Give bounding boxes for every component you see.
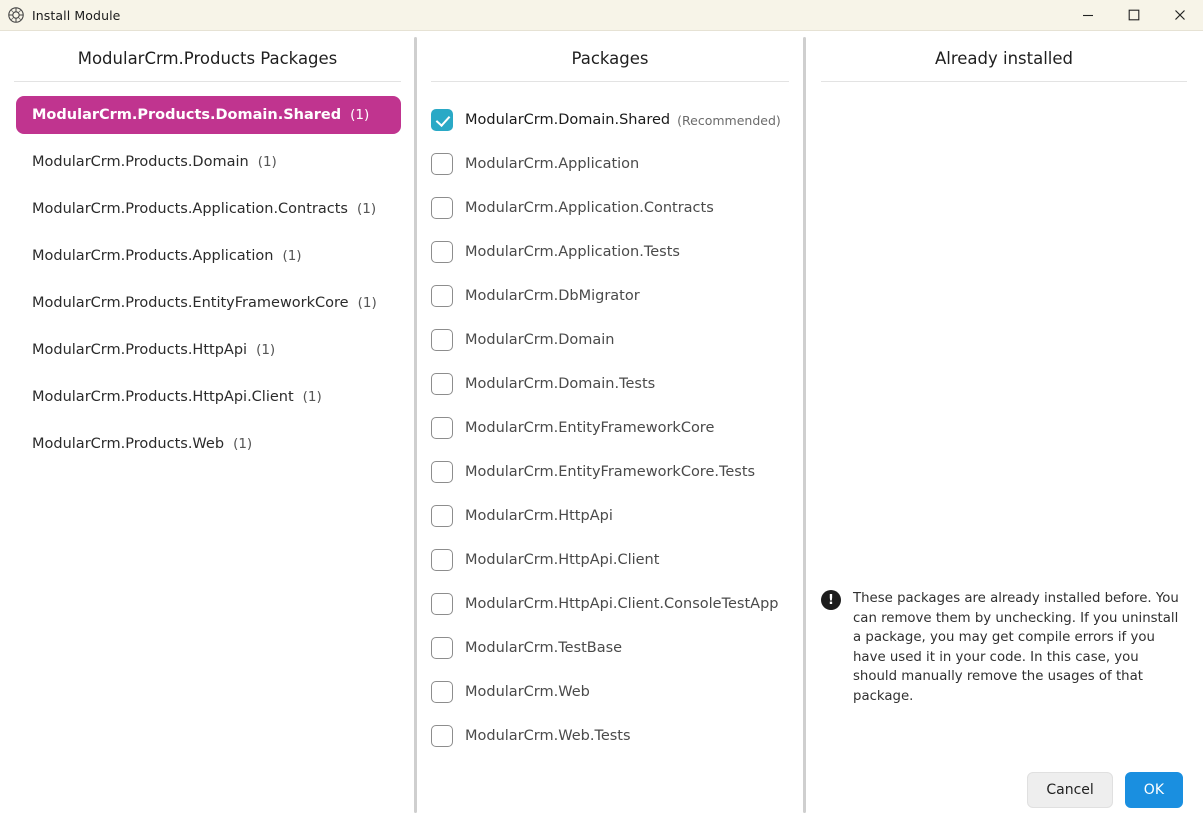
package-row[interactable] — [431, 406, 795, 450]
package-checkbox[interactable] — [431, 725, 453, 747]
list-item-count: (1) — [256, 342, 276, 358]
package-checkbox[interactable] — [431, 593, 453, 615]
list-item[interactable] — [16, 284, 401, 322]
package-row[interactable] — [431, 670, 795, 714]
package-label: ModularCrm.Web — [465, 684, 590, 700]
title-bar — [0, 0, 1203, 31]
package-checkbox[interactable] — [431, 329, 453, 351]
package-row[interactable] — [431, 98, 795, 142]
package-checkbox[interactable] — [431, 417, 453, 439]
package-label: ModularCrm.EntityFrameworkCore — [465, 420, 715, 436]
package-label: ModularCrm.Application.Contracts — [465, 200, 714, 216]
list-item-count: (1) — [357, 201, 377, 217]
already-installed-list — [805, 82, 1203, 758]
package-row[interactable] — [431, 362, 795, 406]
package-checkbox[interactable] — [431, 241, 453, 263]
already-installed-header: Already installed — [821, 37, 1187, 82]
list-item[interactable] — [16, 425, 401, 463]
abp-logo-icon — [8, 7, 24, 23]
package-label: ModularCrm.Domain — [465, 332, 615, 348]
maximize-icon[interactable] — [1111, 0, 1157, 31]
list-item-count: (1) — [257, 154, 277, 170]
package-label: ModularCrm.Application — [465, 156, 640, 172]
package-label: ModularCrm.Web.Tests — [465, 728, 631, 744]
package-label: ModularCrm.HttpApi — [465, 508, 613, 524]
list-item-label: ModularCrm.Products.Web — [32, 436, 225, 452]
packages-column-header: Packages — [431, 37, 789, 82]
package-row[interactable] — [431, 582, 795, 626]
list-item-count: (1) — [302, 389, 322, 405]
list-item[interactable] — [16, 237, 401, 275]
list-item[interactable] — [16, 96, 401, 134]
package-label: ModularCrm.Domain.Shared — [465, 112, 671, 128]
package-checkbox[interactable] — [431, 197, 453, 219]
dialog-footer — [0, 758, 1203, 817]
list-item-label: ModularCrm.Products.Application — [32, 248, 274, 264]
list-item-label: ModularCrm.Products.HttpApi — [32, 342, 248, 358]
middle-column — [415, 37, 805, 758]
list-item-count: (1) — [282, 248, 302, 264]
list-item[interactable] — [16, 190, 401, 228]
list-item-label: ModularCrm.Products.EntityFrameworkCore — [32, 295, 349, 311]
left-column — [0, 37, 415, 758]
list-item-count: (1) — [233, 436, 253, 452]
package-checkbox[interactable] — [431, 505, 453, 527]
exclamation-icon: ! — [821, 590, 841, 610]
window-title: Install Module — [32, 7, 121, 23]
package-label: ModularCrm.TestBase — [465, 640, 623, 656]
list-item-label: ModularCrm.Products.Domain — [32, 154, 249, 170]
package-row[interactable] — [431, 626, 795, 670]
package-checkbox[interactable] — [431, 153, 453, 175]
package-checkbox[interactable] — [431, 681, 453, 703]
list-item-label: ModularCrm.Products.Application.Contracts — [32, 201, 348, 217]
list-item[interactable] — [16, 331, 401, 369]
package-checkbox[interactable] — [431, 637, 453, 659]
package-checkbox[interactable] — [431, 285, 453, 307]
package-label: ModularCrm.HttpApi.Client — [465, 552, 660, 568]
package-label: ModularCrm.DbMigrator — [465, 288, 640, 304]
package-row[interactable] — [431, 318, 795, 362]
list-item[interactable] — [16, 378, 401, 416]
package-row[interactable] — [431, 274, 795, 318]
packages-list — [415, 82, 805, 758]
package-label: ModularCrm.Application.Tests — [465, 244, 680, 260]
minimize-icon[interactable] — [1065, 0, 1111, 31]
columns-area — [0, 31, 1203, 758]
package-row[interactable] — [431, 714, 795, 758]
package-recommended-note: (Recommended) — [677, 112, 781, 128]
package-checkbox[interactable] — [431, 461, 453, 483]
package-label: ModularCrm.EntityFrameworkCore.Tests — [465, 464, 756, 480]
cancel-button[interactable]: Cancel — [1027, 772, 1112, 808]
list-item-label: ModularCrm.Products.Domain.Shared — [32, 107, 342, 123]
package-row[interactable] — [431, 494, 795, 538]
package-row[interactable] — [431, 450, 795, 494]
left-column-header: ModularCrm.Products Packages — [14, 37, 401, 82]
close-icon[interactable] — [1157, 0, 1203, 31]
package-row[interactable] — [431, 538, 795, 582]
package-checkbox[interactable] — [431, 549, 453, 571]
module-packages-list — [0, 82, 415, 472]
package-row[interactable] — [431, 186, 795, 230]
info-note-text: These packages are already installed before. You can remove them by unchecking. If you uninstall a package, you may get compile errors if you have used it in your code. In this case, you should manually remove the usages of that package. — [853, 591, 1179, 704]
list-item-count: (1) — [350, 107, 370, 123]
list-item-count: (1) — [357, 295, 377, 311]
list-item[interactable] — [16, 143, 401, 181]
list-item-label: ModularCrm.Products.HttpApi.Client — [32, 389, 294, 405]
package-checkbox[interactable] — [431, 109, 453, 131]
info-note — [821, 589, 1185, 706]
dialog-body — [0, 31, 1203, 817]
package-checkbox[interactable] — [431, 373, 453, 395]
package-label: ModularCrm.Domain.Tests — [465, 376, 656, 392]
package-row[interactable] — [431, 142, 795, 186]
package-row[interactable] — [431, 230, 795, 274]
right-column — [805, 37, 1203, 758]
package-label: ModularCrm.HttpApi.Client.ConsoleTestApp — [465, 596, 779, 612]
ok-button[interactable]: OK — [1125, 772, 1183, 808]
